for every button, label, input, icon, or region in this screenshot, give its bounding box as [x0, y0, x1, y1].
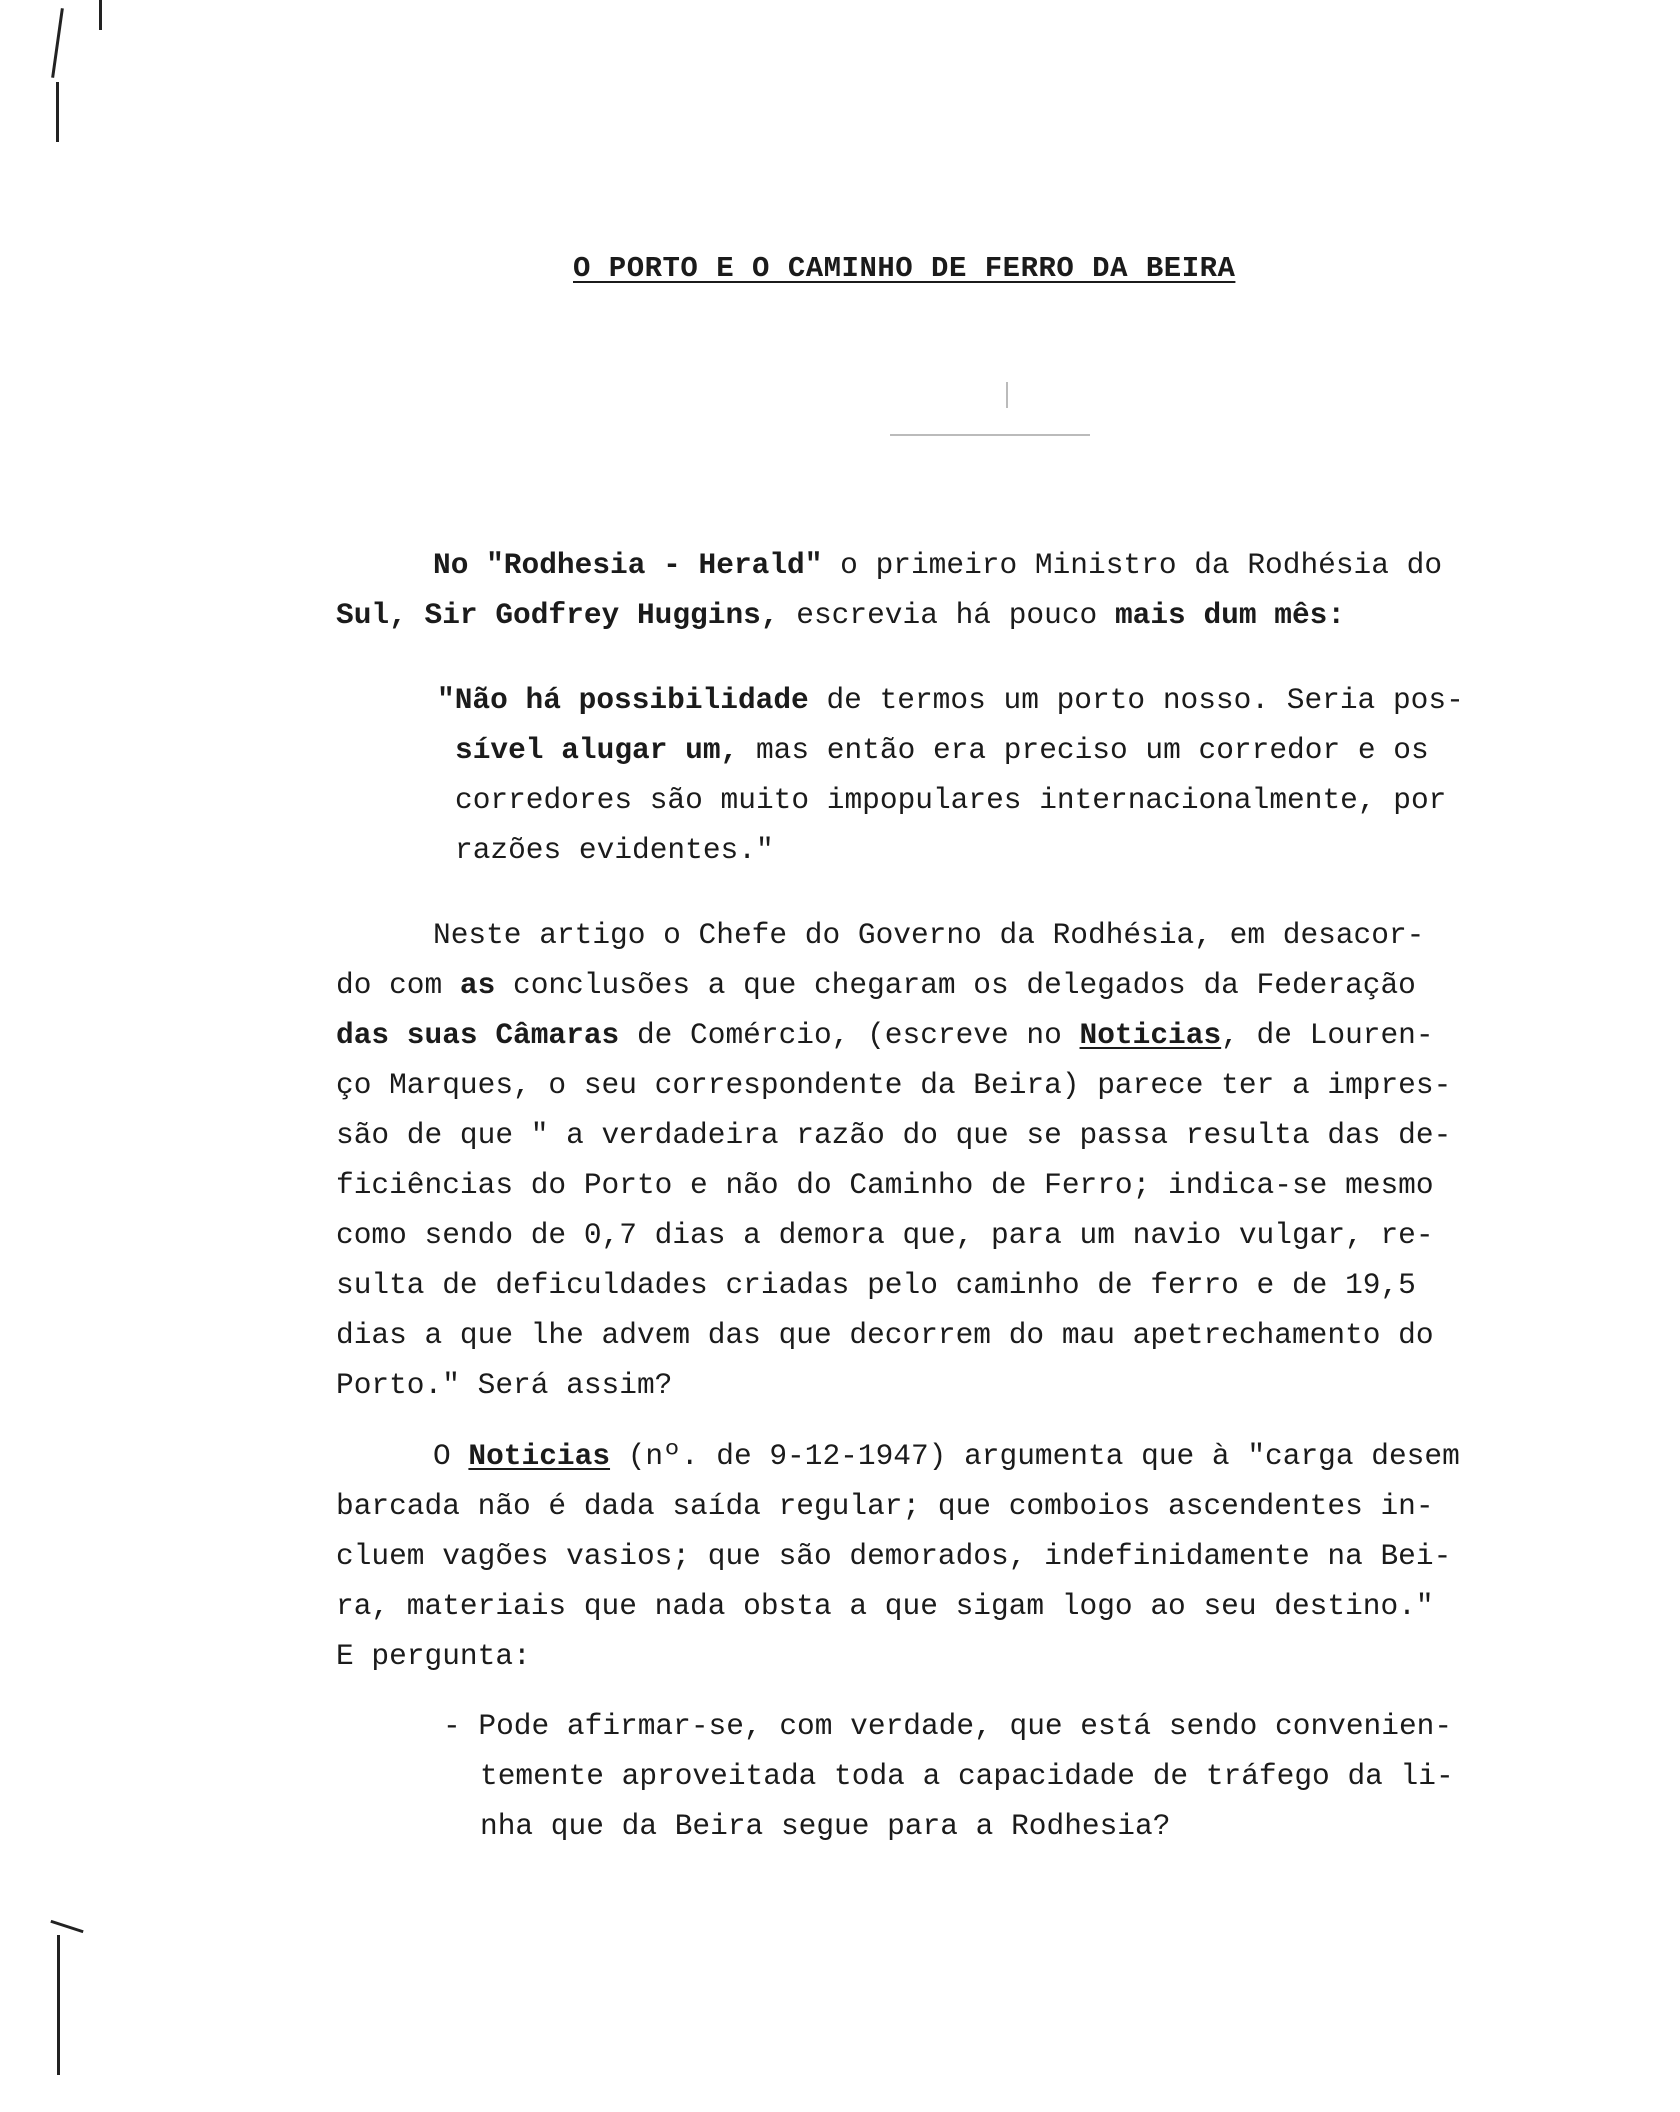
document-title: O PORTO E O CAMINHO DE FERRO DA BEIRA [573, 252, 1236, 285]
paragraph-2-line-8: sulta de deficuldades criadas pelo caminho de ferro e de 19,5 [336, 1268, 1416, 1302]
newspaper-name: No "Rodhesia - Herald" [433, 548, 823, 582]
list-item-line-2: temente aproveitada toda a capacidade de tráfego da li- [480, 1759, 1454, 1793]
list-item-line-3: nha que da Beira segue para a Rodhesia? [480, 1809, 1171, 1843]
noticias-reference-2: Noticias [468, 1439, 611, 1473]
binding-mark-top-2 [99, 0, 102, 30]
paragraph-2-line-3: das suas Câmaras de Comércio, (escreve no Noticias, de Louren- [336, 1018, 1434, 1052]
separator-tick [1006, 382, 1008, 408]
separator-mark [890, 434, 1090, 436]
quote-line-4: razões evidentes." [455, 833, 774, 867]
paragraph-3-line-3: cluem vagões vasios; que são demorados, indefinidamente na Bei- [336, 1539, 1452, 1573]
binding-mark-top [51, 8, 64, 78]
list-item-line-1: - Pode afirmar-se, com verdade, que está sendo convenien- [443, 1709, 1453, 1743]
paragraph-2-line-6: ficiências do Porto e não do Caminho de Ferro; indica-se mesmo [336, 1168, 1434, 1202]
paragraph-3-line-4: ra, materiais que nada obsta a que sigam logo ao seu destino." [336, 1589, 1434, 1623]
paragraph-3-line-5: E pergunta: [336, 1639, 531, 1673]
paragraph-2-line-7: como sendo de 0,7 dias a demora que, para um navio vulgar, re- [336, 1218, 1434, 1252]
paragraph-1-line-2: Sul, Sir Godfrey Huggins, escrevia há pouco mais dum mês: [336, 598, 1346, 632]
paragraph-2-line-2: do com as conclusões a que chegaram os delegados da Federação [336, 968, 1416, 1002]
paragraph-3-line-1: O Noticias (nº. de 9-12-1947) argumenta que à "carga desem [433, 1439, 1460, 1473]
noticias-reference: Noticias [1079, 1018, 1222, 1052]
binding-mark-top-3 [56, 82, 59, 142]
quote-line-1: "Não há possibilidade de termos um porto nosso. Seria pos- [437, 683, 1464, 717]
binding-mark-bottom [57, 1935, 60, 2075]
quote-line-3: corredores são muito impopulares internacionalmente, por [455, 783, 1447, 817]
paragraph-2-line-10: Porto." Será assim? [336, 1368, 673, 1402]
binding-mark-bottom-arc [50, 1920, 83, 1933]
quote-line-2: sível alugar um, mas então era preciso um corredor e os [455, 733, 1429, 767]
paragraph-2-line-9: dias a que lhe advem das que decorrem do mau apetrechamento do [336, 1318, 1434, 1352]
paragraph-2-line-1: Neste artigo o Chefe do Governo da Rodhésia, em desacor- [433, 918, 1425, 952]
paragraph-2-line-4: ço Marques, o seu correspondente da Beira) parece ter a impres- [336, 1068, 1452, 1102]
paragraph-1-line-1: No "Rodhesia - Herald" o primeiro Ministro da Rodhésia do [433, 548, 1443, 582]
paragraph-3-line-2: barcada não é dada saída regular; que comboios ascendentes in- [336, 1489, 1434, 1523]
paragraph-2-line-5: são de que " a verdadeira razão do que se passa resulta das de- [336, 1118, 1452, 1152]
